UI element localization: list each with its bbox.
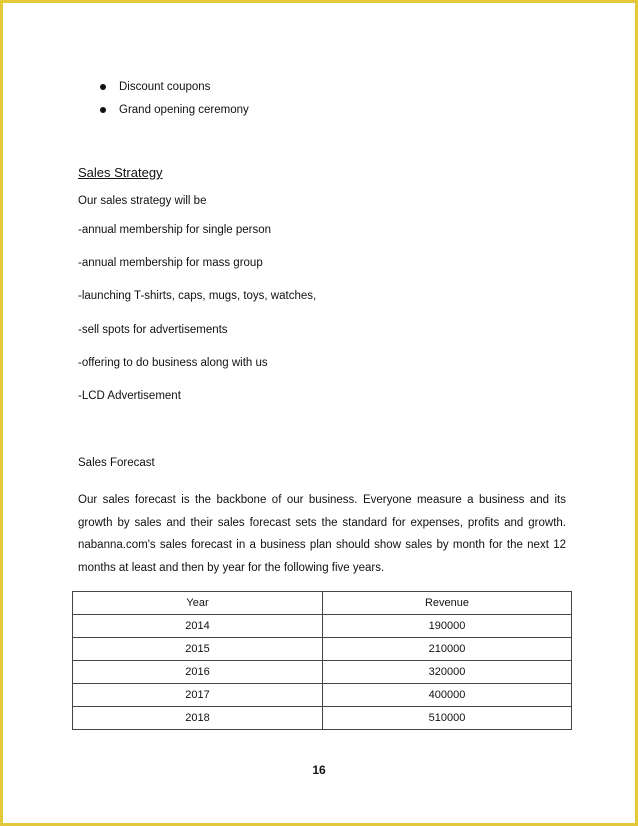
bullet-text: Grand opening ceremony (119, 104, 249, 116)
revenue-cell: 400000 (323, 684, 572, 707)
table-row (73, 684, 572, 707)
year-cell: 2018 (73, 707, 323, 730)
bullet-icon (100, 84, 106, 90)
revenue-cell: 190000 (323, 615, 572, 638)
table-row (73, 661, 572, 684)
sales-forecast-paragraph: Our sales forecast is the backbone of our business. Everyone measure a business and its growth by sales and their sales forecast sets the standard for expenses, profits and growth. nabanna.com's sales forecast in a business plan should show sales by month for the next 12 months at least and then by year for the following five years. (78, 494, 566, 575)
page-number: 16 (312, 763, 326, 777)
strategy-item: -sell spots for advertisements (78, 324, 228, 336)
strategy-item: -offering to do business along with us (78, 357, 268, 369)
table-row (73, 707, 572, 730)
bullet-text: Discount coupons (119, 81, 211, 93)
table-header-row (73, 592, 572, 615)
bullet-icon (100, 107, 106, 113)
year-cell: 2016 (73, 661, 323, 684)
sales-forecast-heading: Sales Forecast (78, 457, 155, 469)
strategy-item: -LCD Advertisement (78, 390, 181, 402)
table-row (73, 638, 572, 661)
column-header-year: Year (73, 592, 323, 615)
strategy-item: -annual membership for single person (78, 224, 272, 236)
revenue-table (72, 591, 572, 730)
revenue-cell: 320000 (323, 661, 572, 684)
sales-strategy-intro: Our sales strategy will be (78, 195, 207, 207)
year-cell: 2014 (73, 615, 323, 638)
year-cell: 2015 (73, 638, 323, 661)
strategy-item: -launching T-shirts, caps, mugs, toys, watches, (78, 290, 317, 302)
list-item (100, 102, 249, 125)
year-cell: 2017 (73, 684, 323, 707)
sales-strategy-heading: Sales Strategy (78, 165, 163, 180)
bullet-list (100, 79, 249, 125)
list-item (100, 79, 249, 102)
revenue-cell: 210000 (323, 638, 572, 661)
revenue-cell: 510000 (323, 707, 572, 730)
table-row (73, 615, 572, 638)
column-header-revenue: Revenue (323, 592, 572, 615)
strategy-item: -annual membership for mass group (78, 257, 263, 269)
